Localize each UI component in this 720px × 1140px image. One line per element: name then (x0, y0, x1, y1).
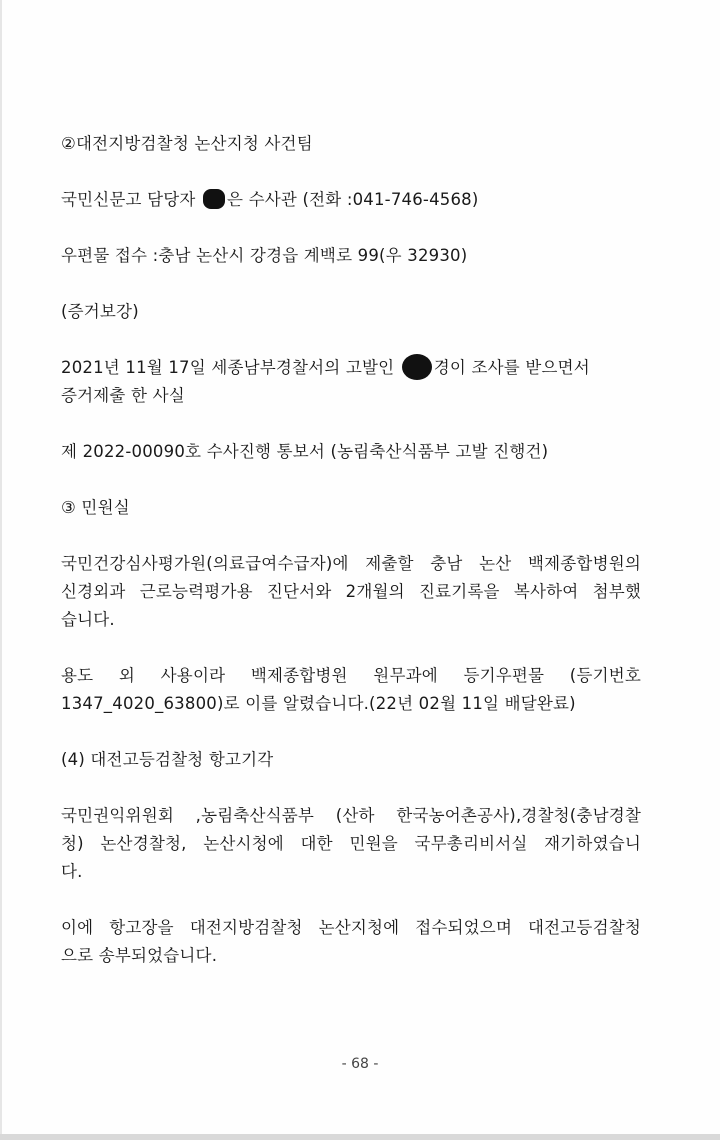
section-heading-complaints: ③ 민원실 (61, 498, 130, 517)
evidence-line-continued: 증거제출 한 사실 (61, 386, 185, 405)
paragraph-line: 국민건강심사평가원(의료급여수급자)에 제출할 충남 논산 백제종합병원의 (61, 554, 641, 573)
paragraph-line: 청) 논산경찰청, 논산시청에 대한 민원을 국무총리비서실 재기하였습니 (61, 834, 641, 853)
paragraph-line: 이에 항고장을 대전지방검찰청 논산지청에 접수되었으며 대전고등검찰청 (61, 918, 641, 937)
paragraph-line: 신경외과 근로능력평가용 진단서와 2개월의 진료기록을 복사하여 첨부했 (61, 582, 641, 601)
paragraph-line: 1347_4020_63800)로 이를 알렸습니다.(22년 02월 11일 배달완료) (61, 694, 576, 713)
paragraph-line: 국민권익위원회 ,농림축산식품부 (산하 한국농어촌공사),경찰청(충남경찰 (61, 806, 641, 825)
paragraph-line: 다. (61, 862, 83, 881)
page-bottom-edge (0, 1134, 720, 1140)
mail-address-line: 우편물 접수 :충남 논산시 강경읍 계백로 99(우 32930) (61, 246, 468, 265)
contact-line (61, 184, 641, 216)
investigation-notice-line: 제 2022-00090호 수사진행 통보서 (농림축산식품부 고발 진행건) (61, 442, 549, 461)
evidence-line-suffix: 경이 조사를 받으면서 (433, 358, 590, 377)
contact-line-suffix: 은 수사관 (전화 :041-746-4568) (227, 190, 479, 209)
paragraph-line: 습니다. (61, 610, 115, 629)
redaction-mark (402, 354, 432, 380)
evidence-line-prefix: 2021년 11월 17일 세종남부경찰서의 고발인 (61, 358, 400, 377)
section-heading-daejeon-branch: ②대전지방검찰청 논산지청 사건팀 (61, 134, 313, 153)
page-number: - 68 - (341, 1056, 379, 1072)
contact-line-prefix: 국민신문고 담당자 (61, 190, 202, 209)
page-edge (0, 0, 2, 1134)
paragraph-line: 으로 송부되었습니다. (61, 946, 218, 965)
paragraph-line: 용도 외 사용이라 백제종합병원 원무과에 등기우편물 (등기번호 (61, 666, 641, 685)
evidence-heading: (증거보강) (61, 302, 139, 321)
redaction-mark (203, 189, 225, 209)
section-heading-appeal: (4) 대전고등검찰청 항고기각 (61, 750, 274, 769)
